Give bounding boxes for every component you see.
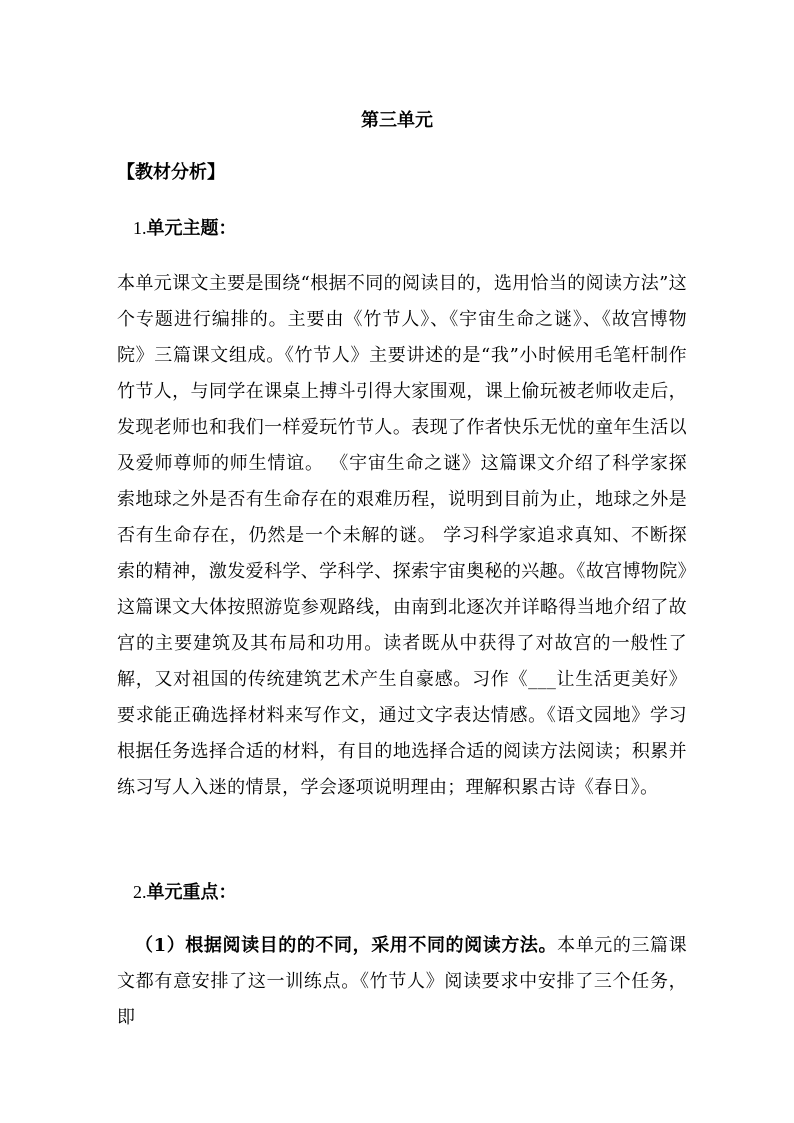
subsection-title: 单元重点： <box>146 882 237 903</box>
page-title: 第三单元 <box>361 110 433 131</box>
subsection-heading-focus <box>133 877 237 908</box>
section-heading: 【教材分析】 <box>117 162 225 183</box>
focus-paragraph <box>117 928 687 1036</box>
focus-point-lead: （1）根据阅读目的的不同，采用不同的阅读方法。 <box>135 935 558 956</box>
focus-point-text: 本单元的三篇课文都有意安排了这一训练点。《竹节人》阅读要求中安排了三个任务，即 <box>117 935 688 1028</box>
theme-paragraph: 本单元课文主要是围绕“根据不同的阅读目的，选用恰当的阅读方法”这个专题进行编排的。主要由《竹节人》、《宇宙生命之谜》、《故宫博物院》三篇课文组成。《竹节人》主要讲述的是“我”小时候用毛笔杆制作竹节人，与同学在课桌上搏斗引得大家围观，课上偷玩被老师收走后，发现老师也和我们一样爱玩竹节人。表现了作者快乐无忧的童年生活以及爱师尊师的师生情谊。 《宇宙生命之谜》这篇课文介绍了科学家探索地球之外是否有生命存在的艰难历程，说明到目前为止，地球之外是否有生命存在，仍然是一个未解的谜。 学习科学家追求真知、不断探索的精神，激发爱科学、学科学、探索宇宙奥秘的兴趣。《故宫博物院》这篇课文大体按照游览参观路线，由南到北逐次并详略得当地介绍了故宫的主要建筑及其布局和功用。读者既从中获得了对故宫的一般性了解，又对祖国的传统建筑艺术产生自豪感。习作《___让生活更美好》要求能正确选择材料来写作文，通过文字表达情感。《语文园地》学习根据任务选择合适的材料，有目的地选择合适的阅读方法阅读；积累并练习写人入迷的情景，学会逐项说明理由；理解积累古诗《春日》。 <box>117 273 687 798</box>
subsection-number: 2. <box>133 882 147 902</box>
subsection-heading-theme <box>133 213 237 244</box>
subsection-number: 1. <box>133 218 147 238</box>
subsection-title: 单元主题： <box>146 218 237 239</box>
